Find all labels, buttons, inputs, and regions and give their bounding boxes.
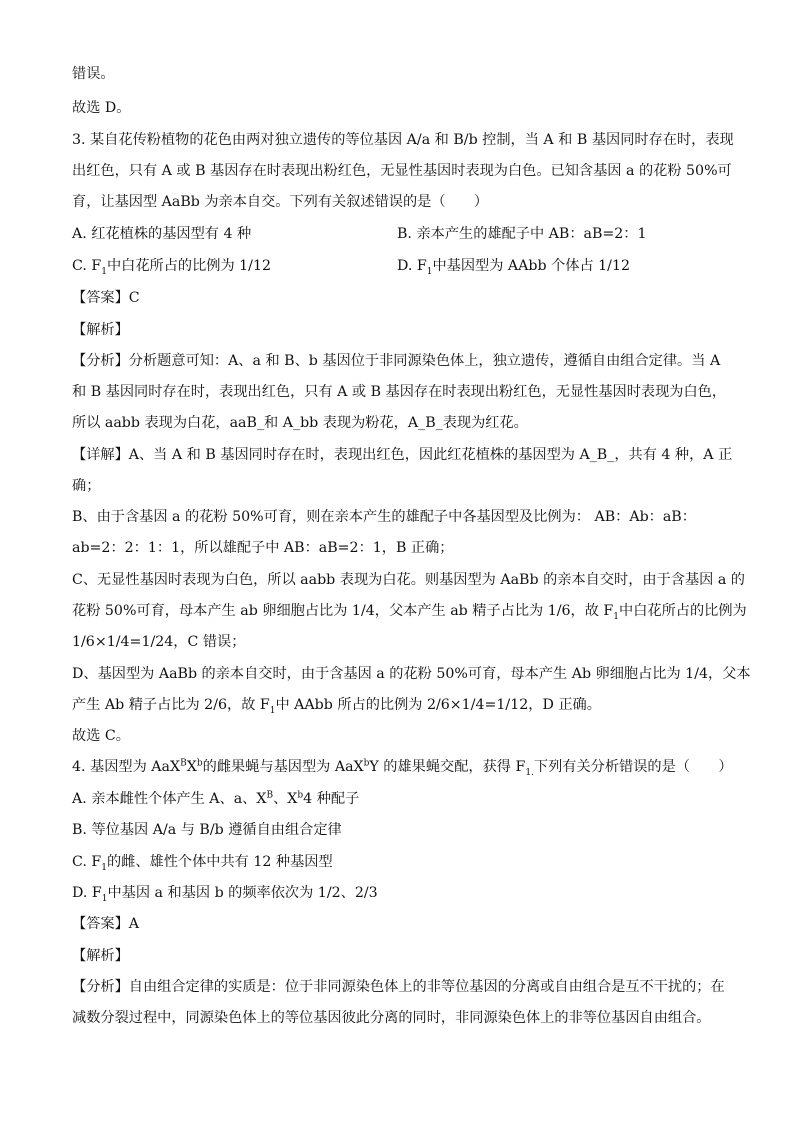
answer-label: 【答案】C <box>72 290 140 306</box>
question-4-option-c: C. $F_1$的雌、雄性个体中共有 12 种基因型 <box>72 854 333 873</box>
analysis-text: 【分析】分析题意可知：A、a 和 B、b 基因位于非同源染色体上，独立遗传，遵循自由组合定律。当 A <box>72 353 721 369</box>
answer-label: 【答案】A <box>72 916 139 932</box>
analysis-text: 所以 aabb 表现为白花，aaB_和 A_bb 表现为粉花，A_B_表现为红花。 <box>72 415 528 431</box>
detail-text: 【详解】A、当 A 和 B 基因同时存在时，表现出红色，因此红花植株的基因型为 A_B_，共有 4 种，A 正 <box>72 447 733 463</box>
text-line: 错误。 <box>72 66 115 82</box>
detail-text: 产生 Ab 精子占比为 2/6，故 $F_1$中 AAbb 所占的比例为 2/6×1/4=1/12，D 正确。 <box>72 697 601 716</box>
question-3-stem: 育，让基因型 AaBb 为亲本自交。下列有关叙述错误的是（ ） <box>72 194 489 210</box>
detail-text: 1/6×1/4=1/24，C 错误； <box>72 634 246 650</box>
detail-text: ab=2：2：1：1，所以雄配子中 AB：aB=2：1，B 正确； <box>72 540 454 556</box>
question-3-option-d: D. $F_1$中基因型为 AAbb 个体占 1/12 <box>397 258 631 277</box>
text-line: 故选 D。 <box>72 100 131 116</box>
question-3-stem: 出红色，只有 A 或 B 基因存在时表现出粉红色，无显性基因时表现为白色。已知含基因 a 的花粉 50%可 <box>72 163 732 179</box>
question-4-option-a: A. 亲本雌性个体产生 A、a、$X^B$、$X^b4$ 种配子 <box>72 790 360 807</box>
question-3-stem: 3. 某自花传粉植物的花色由两对独立遗传的等位基因 A/a 和 B/b 控制，当 A 和 B 基因同时存在时，表现 <box>72 132 734 148</box>
detail-text: C、无显性基因时表现为白色，所以 aabb 表现为白花。则基因型为 AaBb 的亲本自交时，由于含基因 a 的 <box>72 572 745 588</box>
detail-text: D、基因型为 AaBb 的亲本自交时，由于含基因 a 的花粉 50%可育，母本产生 Ab 卵细胞占比为 1/4，父本 <box>72 666 751 682</box>
question-3-option-c: C. $F_1$中白花所占的比例为 1/12 <box>72 258 272 277</box>
question-4-option-b: B. 等位基因 A/a 与 B/b 遵循自由组合定律 <box>72 822 342 838</box>
detail-text: B、由于含基因 a 的花粉 50%可育，则在亲本产生的雄配子中各基因型及比例为： AB：Ab：aB： <box>72 509 696 525</box>
detail-text: 确； <box>72 478 101 494</box>
text-line: 故选 C。 <box>72 728 130 744</box>
question-4-stem: 4. 基因型为 $AaX^BX^b$的雌果蝇与基因型为 AaX$^b$Y 的雄果蝇交配，获得 $F_{1.}$下列有关分析错误的是（ ） <box>72 758 733 778</box>
analysis-text: 减数分裂过程中，同源染色体上的等位基因彼此分离的同时，非同源染色体上的非等位基因自由组合。 <box>72 1010 711 1026</box>
question-3-option-a: A. 红花植株的基因型有 4 种 <box>72 226 252 242</box>
detail-text: 花粉 50%可育，母本产生 ab 卵细胞占比为 1/4，父本产生 ab 精子占比为 1/6，故 $F_1$中白花所占的比例为 <box>72 603 747 622</box>
analysis-text: 【分析】自由组合定律的实质是：位于非同源染色体上的非等位基因的分离或自由组合是互不干扰的；在 <box>72 979 725 995</box>
question-4-option-d: D. $F_1$中基因 a 和基因 b 的频率依次为 1/2、2/3 <box>72 885 378 904</box>
analysis-text: 和 B 基因同时存在时，表现出红色，只有 A 或 B 基因存在时表现出粉红色，无显性基因时表现为白色， <box>72 384 727 400</box>
question-3-option-b: B. 亲本产生的雄配子中 AB：aB=2：1 <box>397 226 647 242</box>
analysis-label: 【解析】 <box>72 322 129 338</box>
analysis-label: 【解析】 <box>72 948 129 964</box>
